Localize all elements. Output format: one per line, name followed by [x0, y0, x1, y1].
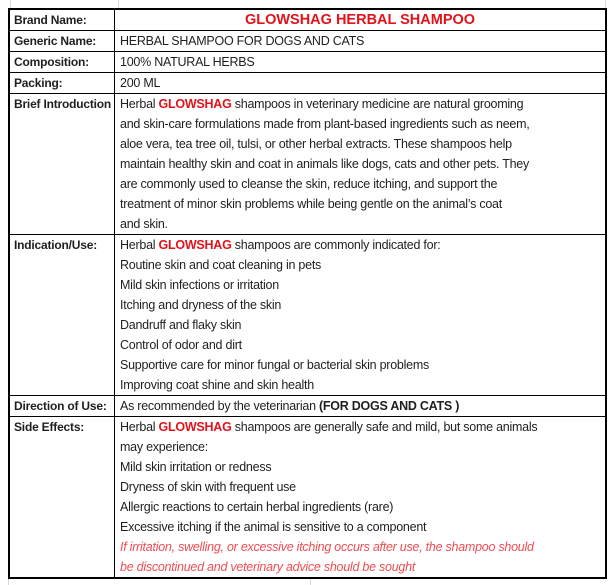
text-line — [120, 94, 603, 114]
row-content — [115, 235, 605, 395]
text-line — [120, 31, 603, 51]
text-segment: may experience: — [120, 440, 208, 454]
text-line — [120, 255, 603, 275]
text-line — [120, 355, 603, 375]
text-segment: Mild skin irritation or redness — [120, 460, 272, 474]
gridline — [605, 0, 606, 8]
row-label: Brand Name: — [10, 10, 115, 30]
text-line — [120, 134, 603, 154]
text-line — [120, 437, 603, 457]
text-line — [120, 73, 603, 93]
text-segment: Herbal — [120, 420, 159, 434]
text-segment: Supportive care for minor fungal or bacterial skin problems — [120, 358, 430, 372]
text-segment: GLOWSHAG HERBAL SHAMPOO — [244, 12, 476, 28]
table-row — [10, 72, 605, 93]
text-segment: If irritation, swelling, or excessive itching occurs after use, the shampoo should — [120, 540, 534, 554]
table-row — [10, 51, 605, 72]
text-segment: Improving coat shine and skin health — [120, 378, 314, 392]
table-row — [10, 10, 605, 30]
table-row — [10, 93, 605, 234]
text-line — [115, 10, 605, 30]
text-line — [120, 557, 603, 577]
text-segment: (FOR DOGS AND CATS ) — [319, 399, 460, 413]
table-row — [10, 30, 605, 51]
text-line — [120, 375, 603, 395]
gridline — [10, 0, 11, 8]
text-segment: Routine skin and coat cleaning in pets — [120, 258, 322, 272]
row-label: Packing: — [10, 73, 115, 93]
text-segment: aloe vera, tea tree oil, tulsi, or other herbal extracts. These shampoos help — [120, 137, 512, 151]
row-content — [115, 94, 605, 234]
text-line — [120, 194, 603, 214]
row-content — [115, 31, 605, 51]
text-segment: and skin-care formulations made from plant-based ingredients such as neem, — [120, 117, 530, 131]
row-content — [115, 417, 605, 577]
gridline — [8, 578, 9, 585]
text-segment: are commonly used to cleanse the skin, reduce itching, and support the — [120, 177, 498, 191]
text-segment: Excessive itching if the animal is sensitive to a component — [120, 520, 427, 534]
row-label: Direction of Use: — [10, 396, 115, 416]
text-segment: Itching and dryness of the skin — [120, 298, 282, 312]
text-line — [120, 214, 603, 234]
text-segment: be discontinued and veterinary advice should be sought — [120, 560, 416, 574]
text-segment: As recommended by the veterinarian — [120, 399, 319, 413]
text-segment: maintain healthy skin and coat in animals like dogs, cats and other pets. They — [120, 157, 529, 171]
table-row — [10, 395, 605, 416]
row-label: Side Effects: — [10, 417, 115, 577]
text-segment: GLOWSHAG — [158, 420, 232, 434]
row-content — [115, 396, 605, 416]
row-content — [115, 52, 605, 72]
row-label: Composition: — [10, 52, 115, 72]
text-line — [120, 417, 603, 437]
text-line — [120, 457, 603, 477]
text-segment: GLOWSHAG — [158, 238, 232, 252]
table-row — [10, 416, 605, 577]
text-line — [120, 275, 603, 295]
text-segment: Allergic reactions to certain herbal ingredients (rare) — [120, 500, 394, 514]
text-line — [120, 114, 603, 134]
text-line — [120, 295, 603, 315]
text-segment: shampoos in veterinary medicine are natural grooming — [231, 97, 524, 111]
text-segment: Dandruff and flaky skin — [120, 318, 242, 332]
gridline — [118, 0, 119, 8]
text-line — [120, 477, 603, 497]
row-label: Indication/Use: — [10, 235, 115, 395]
row-label: Generic Name: — [10, 31, 115, 51]
text-line — [120, 396, 603, 416]
text-line — [120, 517, 603, 537]
text-line — [120, 235, 603, 255]
text-segment: HERBAL SHAMPOO FOR DOGS AND CATS — [120, 34, 365, 48]
table-row — [10, 234, 605, 395]
text-segment: Mild skin infections or irritation — [120, 278, 279, 292]
text-segment: Herbal — [120, 238, 159, 252]
text-segment: shampoos are commonly indicated for: — [231, 238, 441, 252]
row-content — [115, 73, 605, 93]
product-info-table — [8, 8, 607, 579]
gridline — [310, 578, 311, 585]
text-segment: Dryness of skin with frequent use — [120, 480, 296, 494]
text-segment: 100% NATURAL HERBS — [120, 55, 255, 69]
text-line — [120, 174, 603, 194]
text-line — [120, 497, 603, 517]
text-segment: Control of odor and dirt — [120, 338, 242, 352]
text-line — [120, 315, 603, 335]
text-line — [120, 52, 603, 72]
row-content — [115, 10, 605, 30]
text-segment: shampoos are generally safe and mild, but some animals — [231, 420, 538, 434]
text-segment: treatment of minor skin problems while being gentle on the animal’s coat — [120, 197, 502, 211]
text-segment: and skin. — [120, 217, 168, 231]
text-segment: Herbal — [120, 97, 159, 111]
row-label: Brief Introduction — [10, 94, 115, 234]
text-line — [120, 154, 603, 174]
text-segment: GLOWSHAG — [158, 97, 232, 111]
text-line — [120, 335, 603, 355]
text-line — [120, 537, 603, 557]
text-segment: 200 ML — [120, 76, 161, 90]
